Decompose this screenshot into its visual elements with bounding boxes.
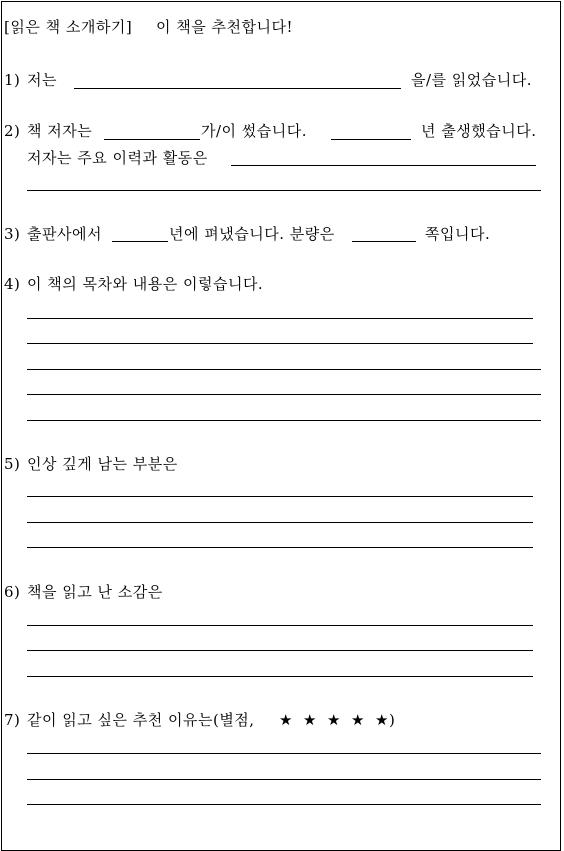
q3-mid: 년에 펴냈습니다. 분량은 [169, 225, 335, 243]
q6-answer-line[interactable] [27, 625, 533, 626]
q1-number: 1) [4, 71, 21, 89]
star-icon[interactable]: ★ [375, 711, 389, 729]
q6-number: 6) [4, 583, 21, 601]
q1-suffix: 을/를 읽었습니다. [411, 71, 533, 89]
q5-answer-line[interactable] [27, 496, 533, 497]
q2-answer-line[interactable] [27, 190, 541, 191]
q7-close-paren: ) [389, 711, 396, 729]
q2-birth-year-blank[interactable] [331, 139, 411, 140]
star-icon[interactable]: ★ [279, 711, 293, 729]
q6-text: 책을 읽고 난 소감은 [27, 583, 163, 601]
q1-book-title-blank[interactable] [74, 88, 401, 89]
q7-answer-line[interactable] [27, 779, 541, 780]
q4-answer-line[interactable] [27, 343, 533, 344]
q2-prefix: 책 저자는 [27, 122, 93, 140]
star-icon[interactable]: ★ [303, 711, 317, 729]
q6-answer-line[interactable] [27, 676, 533, 677]
q5-number: 5) [4, 455, 21, 473]
q2-author-blank[interactable] [104, 139, 200, 140]
q2-mid: 가/이 썼습니다. [201, 122, 308, 140]
q3-suffix: 쪽입니다. [425, 225, 491, 243]
q2-suffix: 년 출생했습니다. [421, 122, 537, 140]
q3-prefix: 출판사에서 [27, 225, 102, 243]
q4-answer-line[interactable] [27, 369, 541, 370]
q4-answer-line[interactable] [27, 420, 541, 421]
q6-answer-line[interactable] [27, 650, 533, 651]
q7-text: 같이 읽고 싶은 추천 이유는(별점, [27, 711, 255, 729]
q4-text: 이 책의 목차와 내용은 이렇습니다. [27, 275, 264, 293]
q5-answer-line[interactable] [27, 522, 533, 523]
q4-answer-line[interactable] [27, 394, 541, 395]
q7-answer-line[interactable] [27, 804, 541, 805]
q2-number: 2) [4, 122, 21, 140]
q5-text: 인상 깊게 남는 부분은 [27, 455, 178, 473]
star-icon[interactable]: ★ [327, 711, 341, 729]
q3-number: 3) [4, 225, 21, 243]
star-icon[interactable]: ★ [351, 711, 365, 729]
q2-career-blank[interactable] [231, 165, 536, 166]
q3-pages-blank[interactable] [352, 241, 416, 242]
q2-line2-prefix: 저자는 주요 이력과 활동은 [27, 149, 208, 167]
q1-prefix: 저는 [27, 71, 57, 89]
q7-answer-line[interactable] [27, 753, 541, 754]
worksheet-subtitle: 이 책을 추천합니다! [156, 18, 293, 36]
q4-answer-line[interactable] [27, 318, 533, 319]
q5-answer-line[interactable] [27, 547, 533, 548]
q3-year-blank[interactable] [112, 241, 168, 242]
worksheet-title: [읽은 책 소개하기] [4, 18, 133, 36]
q7-number: 7) [4, 711, 21, 729]
q4-number: 4) [4, 275, 21, 293]
